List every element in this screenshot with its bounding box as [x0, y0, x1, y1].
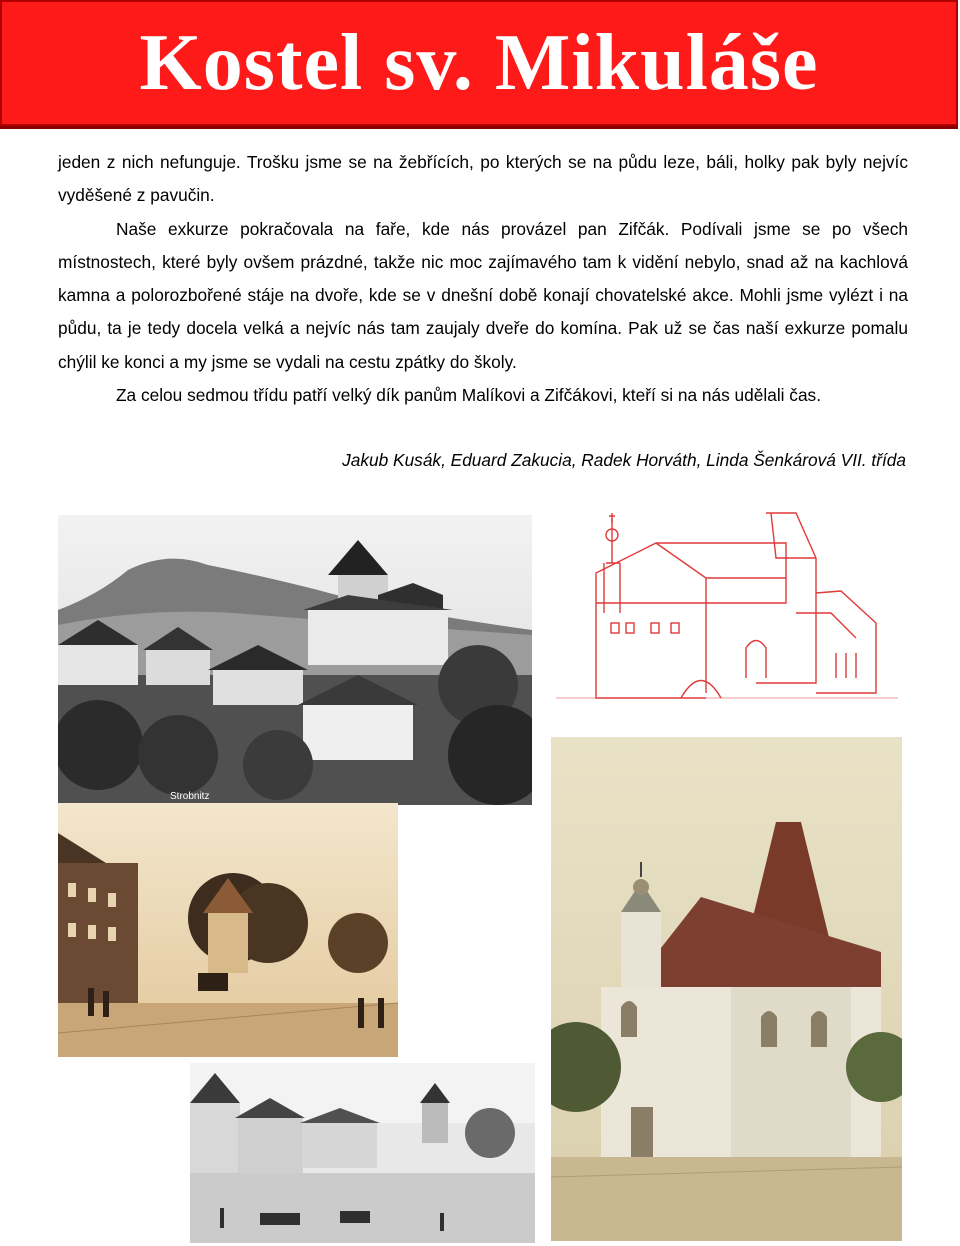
paragraph-continuation: jeden z nich nefunguje. Trošku jsme se na žebřících, po kterých se na půdu leze, báli, holky pak byly nejvíc vyděšené z pavučin.: [58, 152, 908, 206]
red-church-sketch: [556, 483, 898, 723]
paragraph-parish-visit: Naše exkurze pokračovala na faře, kde nás provázel pan Zifčák. Podívali jsme se po všech místnostech, které byly ovšem prázdné, takže nic moc zajímavého tam k vidění nebylo, snad až na kachlová kamna a polorozbořené stáje na dvoře, kde se v dnešní době konají chovatelské akce. Mohli jsme vylézt i na půdu, ta je tedy docela velká a nejvíc nás tam zaujaly dveře do komína. Pak už se čas naší exkurze pomalu chýlil ke konci a my jsme se vydali na cestu zpátky do školy.: [58, 218, 908, 372]
bw-village-panorama-photo: [58, 515, 532, 805]
color-church-postcard: [551, 737, 902, 1241]
photo-caption: Strobnitz: [170, 791, 210, 802]
article-text: [58, 146, 908, 412]
paragraph-thanks: Za celou sedmou třídu patří velký dík panům Malíkovi a Zifčákovi, kteří si na nás udělali čas.: [116, 385, 822, 406]
page-title: Kostel sv. Mikuláše: [139, 19, 819, 107]
sepia-street-postcard: [58, 803, 398, 1057]
bw-village-square-photo: [190, 1063, 535, 1243]
authors-line: Jakub Kusák, Eduard Zakucia, Radek Horváth, Linda Šenkárová VII. třída: [342, 450, 906, 470]
title-banner: [0, 0, 958, 126]
